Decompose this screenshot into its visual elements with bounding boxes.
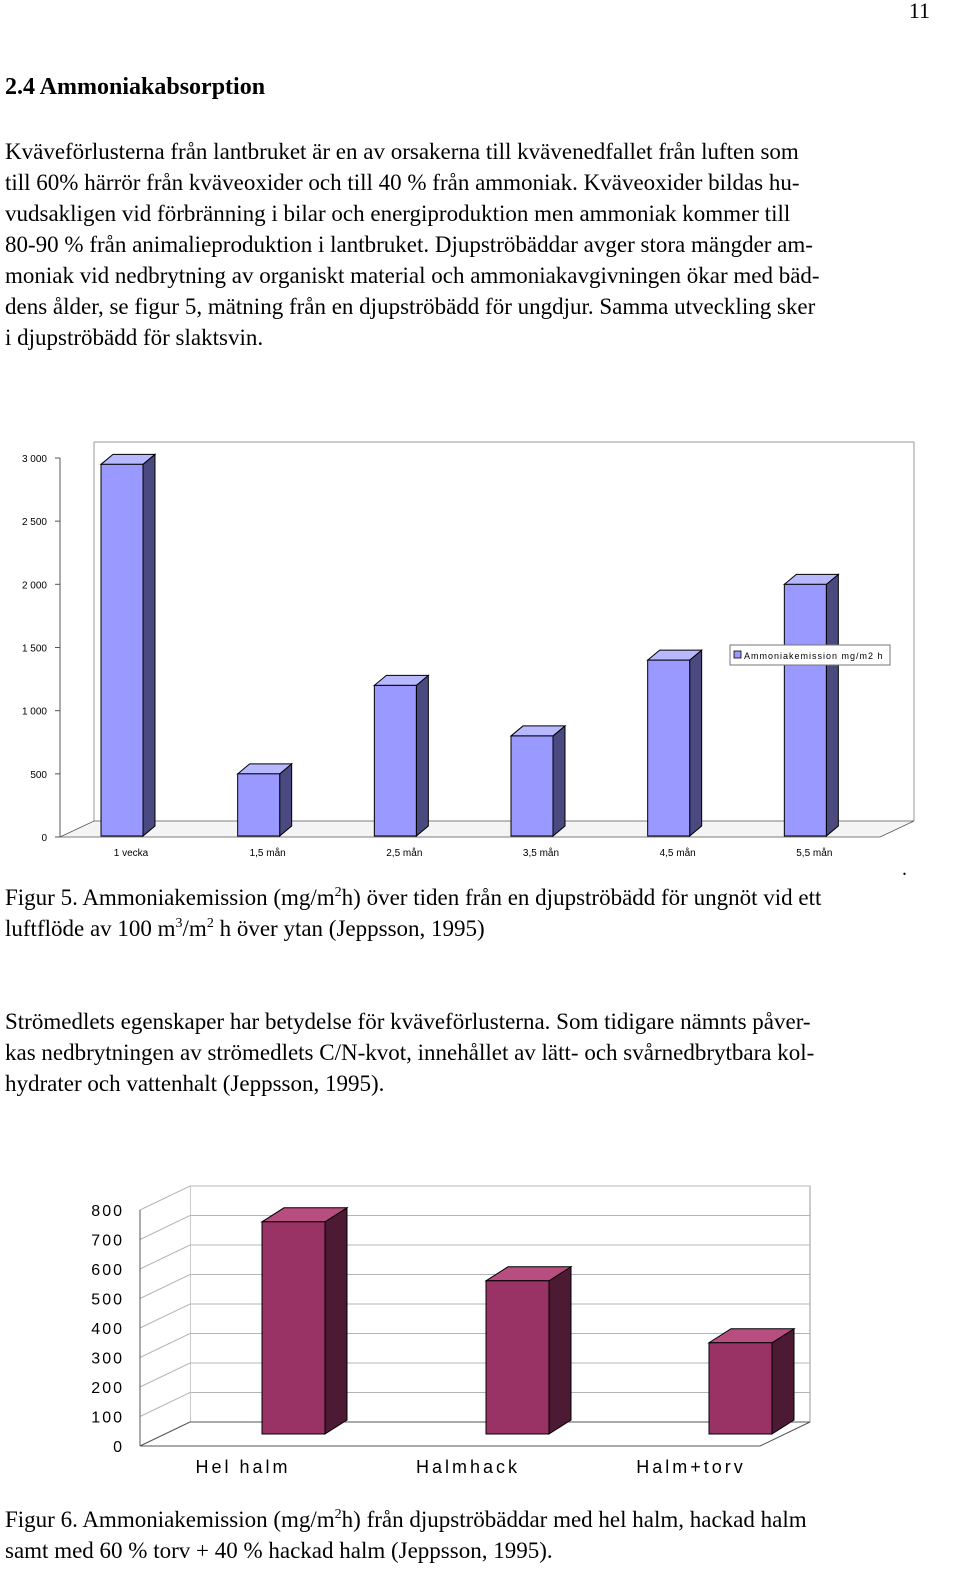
stray-dot: .: [902, 858, 907, 880]
x-axis-ticks: [195, 1457, 745, 1477]
caption-text: luftflöde av 100 m: [5, 916, 176, 941]
y-tick-label: 2 000: [21, 580, 47, 592]
caption-superscript: 2: [334, 1507, 342, 1522]
caption-text: h) över tiden från en djupströbädd för ungnöt vid ett: [341, 885, 822, 910]
y-tick-label: 2 500: [21, 517, 47, 529]
text-line: Strömedlets egenskaper har betydelse för kväveförlusterna. Som tidigare nämnts påver-: [5, 1009, 811, 1034]
x-tick-label: Halmhack: [415, 1457, 521, 1477]
x-axis-ticks: [114, 847, 833, 859]
legend-swatch: [734, 651, 741, 658]
y-tick-label: 1 000: [21, 706, 47, 718]
text-line: till 60% härrör från kväveoxider och till 40 % från ammoniak. Kväveoxider bildas hu-: [5, 170, 800, 195]
text-line: vudsakligen vid förbränning i bilar och energiproduktion men ammoniak kommer till: [5, 201, 791, 226]
caption-text: samt med 60 % torv + 40 % hackad halm (Jeppsson, 1995).: [5, 1538, 553, 1563]
bar-side: [826, 574, 838, 836]
intro-paragraph: [5, 136, 950, 353]
text-line: dens ålder, se figur 5, mätning från en djupströbädd för ungdjur. Samma utveckling sker: [5, 294, 816, 319]
text-line: kas nedbrytningen av strömedlets C/N-kvot, innehållet av lätt- och svårnedbrytbara kol-: [5, 1040, 815, 1065]
caption-text: Figur 5. Ammoniakemission (mg/m: [5, 885, 335, 910]
y-tick-label: 800: [91, 1203, 124, 1220]
bar: [486, 1281, 549, 1434]
bar: [709, 1343, 772, 1434]
x-tick-label: 1,5 mån: [249, 848, 286, 859]
page-number: 11: [908, 0, 930, 23]
y-axis-ticks: [91, 1203, 124, 1456]
bar: [238, 774, 280, 836]
body-paragraph: [5, 1006, 950, 1099]
y-tick-label: 0: [113, 1439, 124, 1456]
x-tick-label: 3,5 mån: [522, 848, 560, 859]
y-axis-ticks: [22, 454, 60, 844]
y-tick-label: 200: [91, 1380, 124, 1397]
bar-side: [143, 454, 155, 836]
y-tick-label: 100: [91, 1409, 124, 1427]
y-tick-label: 0: [41, 833, 47, 844]
caption-text: Figur 6. Ammoniakemission (mg/m: [5, 1507, 335, 1532]
bar-side: [690, 650, 702, 836]
y-tick-label: 500: [30, 769, 47, 781]
bar-side: [416, 675, 428, 836]
bar: [262, 1222, 325, 1434]
y-tick-label: 300: [91, 1350, 124, 1368]
y-tick-label: 1 500: [21, 643, 47, 655]
figure-5-chart: [0, 440, 960, 880]
y-tick-label: 600: [91, 1262, 124, 1279]
y-tick-label: 700: [91, 1232, 124, 1250]
section-heading: 2.4 Ammoniakabsorption: [5, 74, 266, 100]
caption-text: h) från djupströbäddar med hel halm, hackad halm: [341, 1507, 807, 1532]
bar-side: [772, 1329, 794, 1434]
caption-text: /m: [182, 916, 207, 941]
bar-side: [280, 764, 292, 836]
text-line: Kväveförlusterna från lantbruket är en av orsakerna till kvävenedfallet från luften som: [5, 139, 799, 164]
caption-superscript: 2: [334, 885, 342, 900]
bar: [511, 736, 553, 836]
bar-side: [553, 726, 565, 836]
figure-5-caption: [5, 882, 950, 944]
x-tick-label: 5,5 mån: [796, 848, 833, 859]
caption-superscript: 3: [175, 916, 183, 931]
bar: [101, 464, 143, 836]
bar: [648, 660, 690, 836]
text-line: moniak vid nedbrytning av organiskt material och ammoniakavgivningen ökar med bäd-: [5, 263, 820, 288]
figure-6-caption: [5, 1504, 950, 1566]
y-tick-label: 3 000: [21, 454, 47, 465]
y-tick-label: 500: [91, 1291, 124, 1309]
bar: [784, 584, 826, 836]
bar: [374, 685, 416, 836]
x-tick-label: 1 vecka: [113, 848, 149, 859]
text-line: hydrater och vattenhalt (Jeppsson, 1995).: [5, 1071, 385, 1096]
figure-6-chart: [0, 1160, 960, 1490]
caption-text: h över ytan (Jeppsson, 1995): [213, 916, 485, 941]
chart-legend: [730, 645, 890, 665]
x-tick-label: Hel halm: [195, 1457, 291, 1477]
caption-superscript: 2: [206, 916, 214, 931]
text-line: i djupströbädd för slaktsvin.: [5, 325, 264, 350]
bar-side: [549, 1267, 571, 1434]
y-tick-label: 400: [91, 1321, 124, 1338]
x-tick-label: Halm+torv: [636, 1457, 746, 1477]
text-line: 80-90 % från animalieproduktion i lantbruket. Djupströbäddar avger stora mängder am-: [5, 232, 813, 257]
legend-label: Ammoniakemission mg/m2 h: [744, 651, 884, 661]
x-tick-label: 2,5 mån: [386, 848, 423, 859]
bar-side: [325, 1208, 347, 1434]
x-tick-label: 4,5 mån: [659, 848, 696, 859]
